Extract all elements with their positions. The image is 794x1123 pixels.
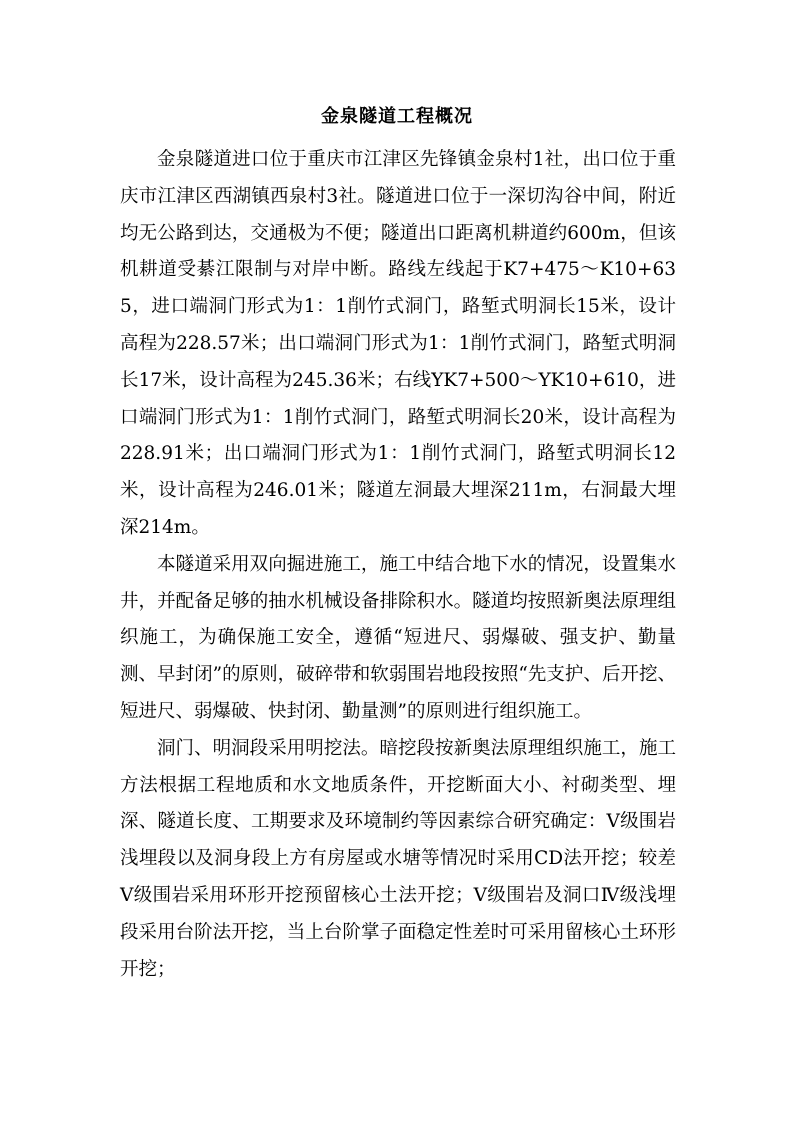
paragraph-location: 金泉隧道进口位于重庆市江津区先锋镇金泉村1社，出口位于重庆市江津区西湖镇西泉村3社。隧道进口位于一深切沟谷中间，附近均无公路到达，交通极为不便；隧道出口距离机耕道约600m，但该机耕道受綦江限制与对岸中断。路线左线起于K7+475～K10+635，进口端洞门形式为1：1削竹式洞门，路堑式明洞长15米，设计高程为228.57米；出口端洞门形式为1：1削竹式洞门，路堑式明洞长17米，设计高程为245.36米；右线YK7+500～YK10+610，进口端洞门形式为1：1削竹式洞门，路堑式明洞长20米，设计高程为228.91米；出口端洞门形式为1：1削竹式洞门，路堑式明洞长12米，设计高程为246.01米；隧道左洞最大埋深211m，右洞最大埋深214m。 xyxy=(120,149,676,538)
paragraph-excavation-methods: 洞门、明洞段采用明挖法。暗挖段按新奥法原理组织施工，施工方法根据工程地质和水文地质条件，开挖断面大小、衬砌类型、埋深、隧道长度、工期要求及环境制约等因素综合研究确定：V级围岩浅埋段以及洞身段上方有房屋或水塘等情况时采用CD法开挖；较差V级围岩采用环形开挖预留核心土法开挖；V级围岩及洞口Ⅳ级浅埋段采用台阶法开挖，当上台阶掌子面稳定性差时可采用留核心土环形开挖； xyxy=(120,737,676,980)
document-title: 金泉隧道工程概况 xyxy=(321,106,473,127)
paragraph-construction-principles: 本隧道采用双向掘进施工，施工中结合地下水的情况，设置集水井，并配备足够的抽水机械设备排除积水。隧道均按照新奥法原理组织施工，为确保施工安全，遵循“短进尺、弱爆破、强支护、勤量测、早封闭”的原则，破碎带和软弱围岩地段按照“先支护、后开挖、短进尺、弱爆破、快封闭、勤量测”的原则进行组织施工。 xyxy=(120,553,676,722)
document-body xyxy=(120,142,676,988)
